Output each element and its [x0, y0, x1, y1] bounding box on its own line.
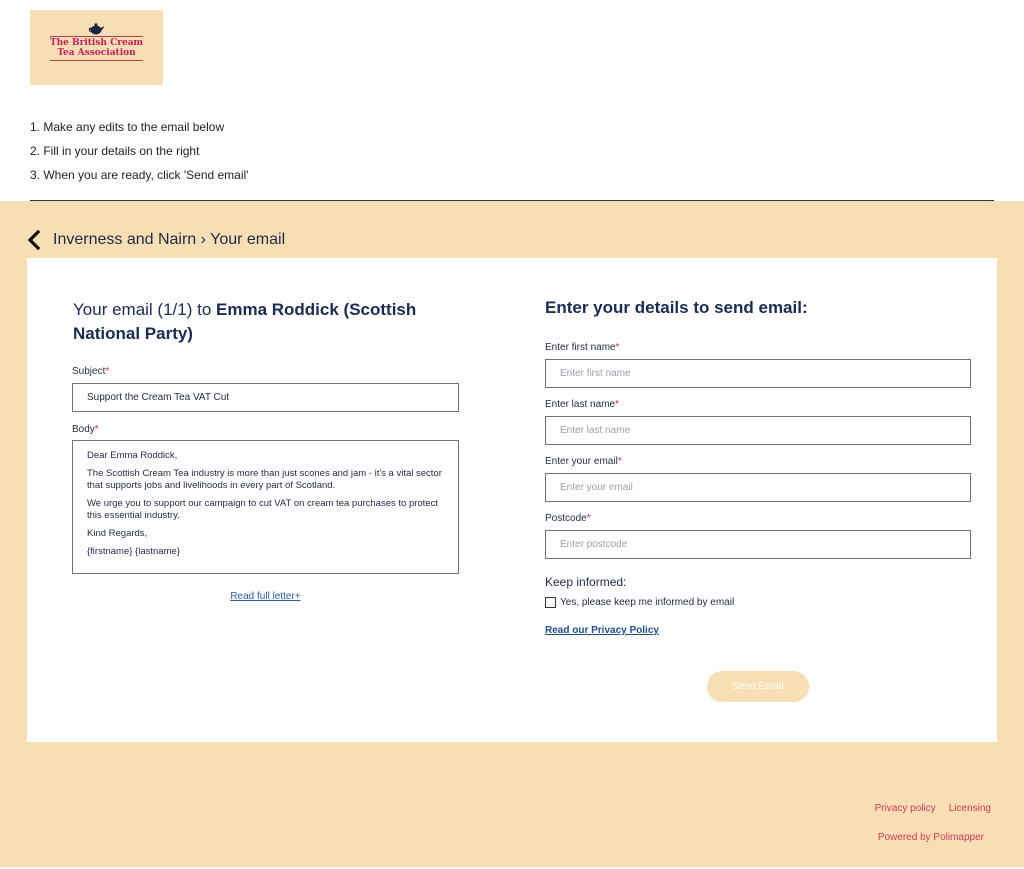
body-paragraph: We urge you to support our campaign to cut VAT on cream tea purchases to protect this essential industry. [87, 498, 438, 521]
keep-informed-checkbox-label[interactable]: Yes, please keep me informed by email [560, 597, 735, 608]
body-paragraph: {firstname} {lastname} [87, 546, 180, 557]
email-label [545, 456, 622, 467]
first-name-label [545, 342, 620, 353]
email-card [27, 258, 997, 742]
body-paragraph: Dear Emma Roddick, [87, 450, 178, 461]
keep-informed-checkbox-row[interactable] [545, 597, 734, 608]
email-placeholder: Enter your email [560, 482, 633, 493]
subject-label-text: Subject [72, 366, 106, 377]
keep-informed-checkbox[interactable] [545, 597, 556, 608]
first-name-input[interactable] [545, 359, 971, 388]
read-full-letter-link[interactable]: Read full letter+ [230, 591, 301, 602]
instruction-step-3: 3. When you are ready, click 'Send email' [30, 168, 249, 182]
email-input[interactable] [545, 473, 971, 502]
send-email-button[interactable]: Send Email [707, 671, 809, 702]
first-name-placeholder: Enter first name [560, 368, 631, 379]
last-name-placeholder: Enter last name [560, 425, 631, 436]
body-textarea[interactable] [72, 440, 459, 574]
breadcrumb [25, 229, 285, 251]
required-mark: * [94, 424, 99, 435]
instruction-step-2: 2. Fill in your details on the right [30, 144, 200, 158]
email-label-text: Enter your email [545, 456, 618, 467]
body-paragraph: Kind Regards, [87, 528, 148, 539]
footer-links [875, 803, 991, 814]
footer-privacy-link[interactable]: Privacy policy [874, 803, 936, 814]
footer-licensing-link[interactable]: Licensing [948, 803, 991, 814]
subject-label [72, 366, 109, 377]
back-chevron-icon[interactable] [25, 230, 43, 250]
required-mark: * [617, 456, 622, 467]
instruction-step-1: 1. Make any edits to the email below [30, 120, 225, 134]
details-title: Enter your details to send email: [545, 298, 808, 317]
email-title-prefix: Your email (1/1) to [73, 300, 216, 319]
postcode-placeholder: Enter postcode [560, 539, 628, 550]
postcode-label [545, 513, 591, 524]
email-recipient: Emma Roddick (Scottish National Party) [73, 300, 417, 343]
required-mark: * [615, 342, 620, 353]
first-name-label-text: Enter first name [545, 342, 616, 353]
subject-input[interactable] [72, 383, 459, 412]
last-name-label-text: Enter last name [545, 399, 616, 410]
postcode-input[interactable] [545, 530, 971, 559]
last-name-input[interactable] [545, 416, 971, 445]
email-title [73, 298, 443, 346]
footer-powered-by[interactable]: Powered by Polimapper [877, 832, 984, 843]
privacy-policy-link[interactable]: Read our Privacy Policy [545, 625, 659, 636]
teapot-icon [88, 23, 104, 35]
instructions-list [30, 119, 248, 191]
body-paragraph: The Scottish Cream Tea industry is more than just scones and jam - it's a vital sector that supports jobs and livelihoods in every part of Scotland. [87, 468, 442, 491]
last-name-label [545, 399, 619, 410]
logo-rule-bottom [50, 60, 143, 61]
logo-text-line2: Tea Association [57, 48, 136, 58]
logo-text-line1: The British Cream [49, 38, 144, 48]
brand-logo [30, 10, 163, 85]
body-label-text: Body [72, 424, 95, 435]
logo-rule-top [50, 36, 143, 37]
postcode-label-text: Postcode [545, 513, 587, 524]
required-mark: * [615, 399, 619, 410]
subject-value: Support the Cream Tea VAT Cut [87, 392, 230, 403]
body-label [72, 424, 99, 435]
keep-informed-heading: Keep informed: [545, 575, 627, 589]
required-mark: * [586, 513, 591, 524]
breadcrumb-text[interactable]: Inverness and Nairn › Your email [53, 231, 286, 248]
required-mark: * [105, 366, 110, 377]
